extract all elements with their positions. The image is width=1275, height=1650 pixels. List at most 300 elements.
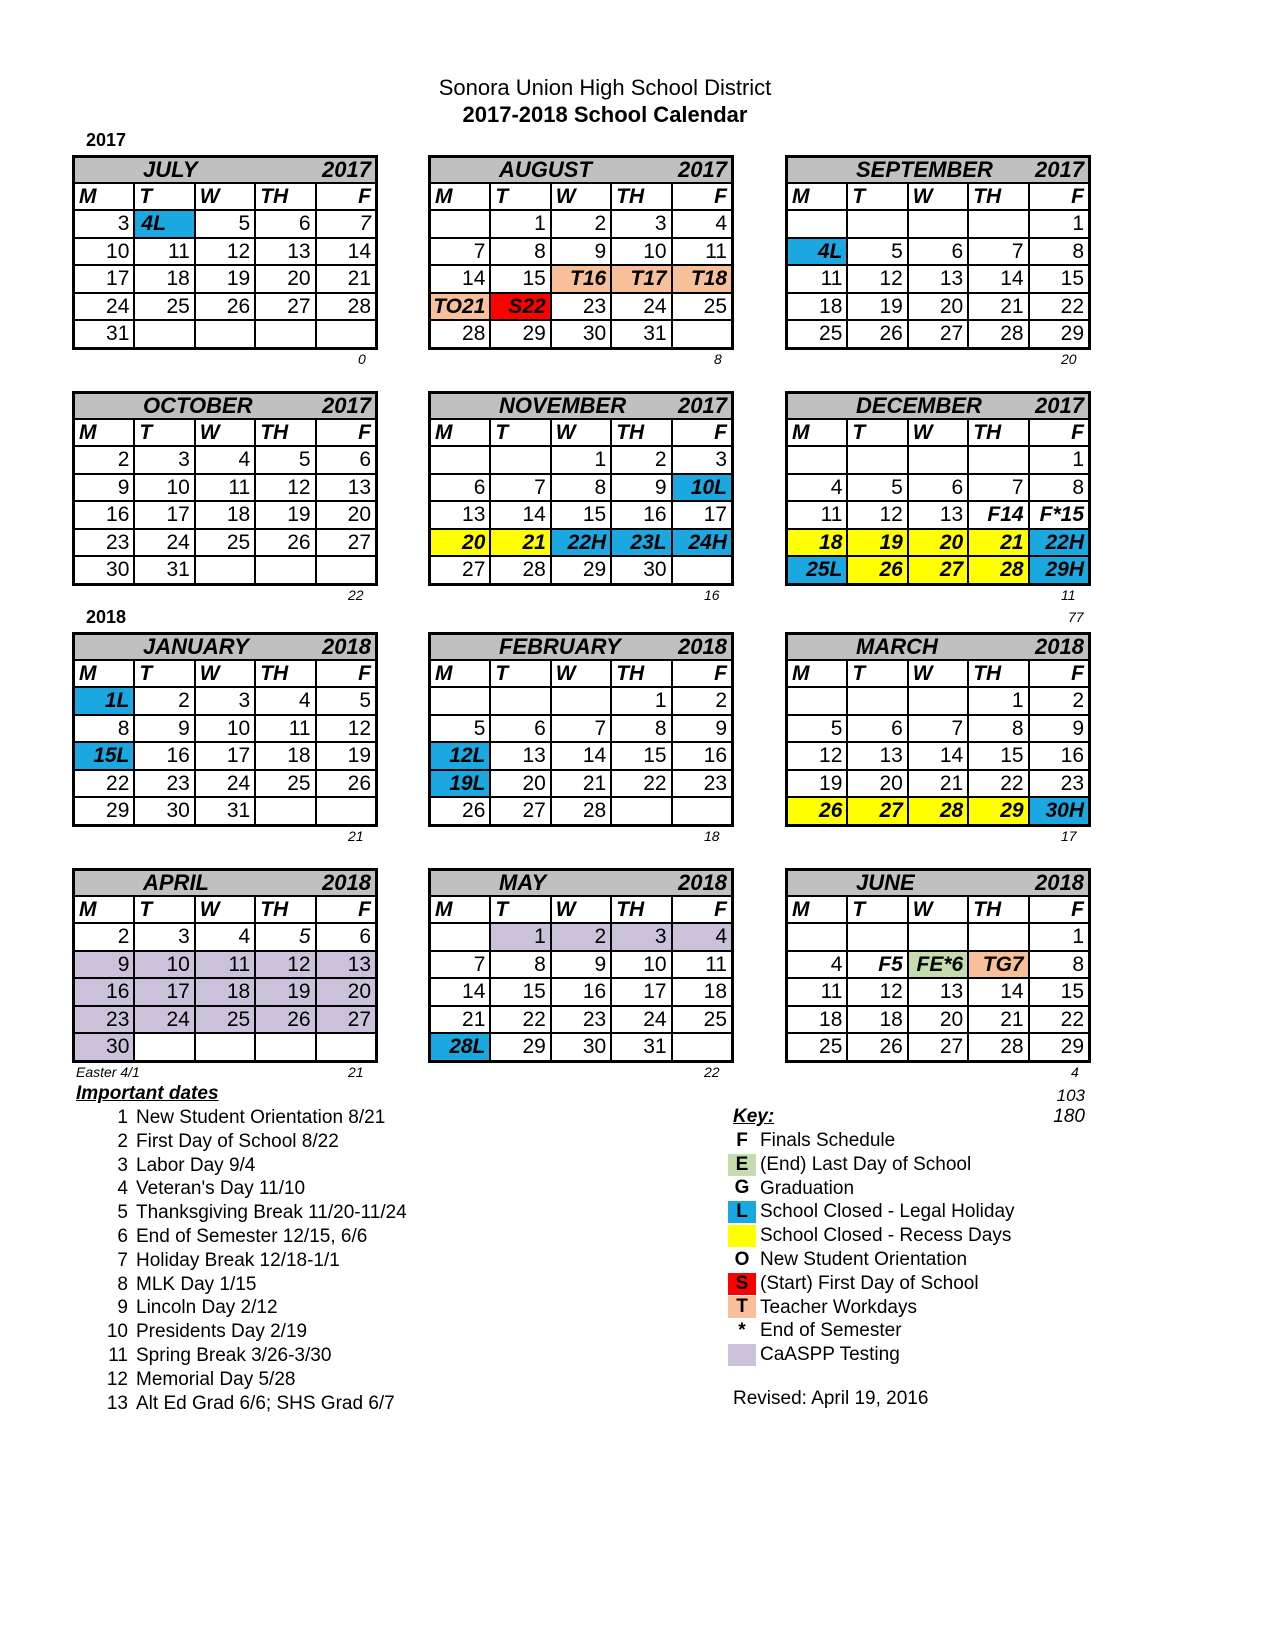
weekday-header: W bbox=[552, 184, 610, 209]
day-cell: 20 bbox=[909, 1007, 967, 1033]
key-swatch: O bbox=[734, 1248, 750, 1270]
weekday-header: M bbox=[75, 661, 133, 686]
day-cell: 25 bbox=[673, 294, 731, 320]
month-days bbox=[431, 184, 731, 347]
day-cell: 31 bbox=[196, 798, 254, 824]
empty-cell bbox=[135, 1034, 193, 1060]
weekday-header: W bbox=[196, 184, 254, 209]
weekday-header: F bbox=[673, 897, 731, 922]
day-cell: 28 bbox=[431, 321, 489, 347]
day-cell: 21 bbox=[909, 771, 967, 797]
month-days bbox=[788, 420, 1088, 583]
day-cell: 13 bbox=[491, 743, 549, 769]
month-year: 2017 bbox=[322, 393, 371, 418]
item-number: 3 bbox=[117, 1154, 128, 1176]
day-cell: 12 bbox=[256, 475, 314, 501]
day-cell: 24 bbox=[135, 530, 193, 556]
empty-cell bbox=[848, 211, 906, 237]
day-cell: 21 bbox=[552, 771, 610, 797]
item-number: 12 bbox=[106, 1368, 128, 1390]
empty-cell bbox=[788, 447, 846, 473]
weekday-header: F bbox=[1030, 661, 1088, 686]
item-number: 1 bbox=[117, 1107, 128, 1128]
empty-cell bbox=[673, 798, 731, 824]
day-cell: 20 bbox=[431, 530, 489, 556]
day-cell: 23 bbox=[552, 294, 610, 320]
weekday-header: F bbox=[317, 897, 375, 922]
day-cell: 2 bbox=[552, 924, 610, 950]
weekday-header: TH bbox=[612, 184, 670, 209]
month-header bbox=[431, 158, 731, 184]
day-cell: 4 bbox=[788, 475, 846, 501]
day-cell: 22 bbox=[491, 1007, 549, 1033]
day-cell: 13 bbox=[909, 502, 967, 528]
day-cell: 15 bbox=[612, 743, 670, 769]
day-cell: TO21 bbox=[431, 294, 489, 320]
important-date-item bbox=[100, 1344, 407, 1368]
empty-cell bbox=[788, 211, 846, 237]
day-cell: 20 bbox=[909, 530, 967, 556]
item-text: First Day of School 8/22 bbox=[136, 1130, 339, 1152]
important-date-item bbox=[100, 1225, 407, 1249]
weekday-header: F bbox=[317, 661, 375, 686]
month-header bbox=[75, 871, 375, 897]
empty-cell bbox=[317, 557, 375, 583]
day-cell: 19L bbox=[431, 771, 489, 797]
day-cell: 4 bbox=[196, 924, 254, 950]
day-cell: 22 bbox=[1030, 1007, 1088, 1033]
day-cell: 5 bbox=[848, 475, 906, 501]
weekday-header: M bbox=[431, 897, 489, 922]
day-cell: 28 bbox=[552, 798, 610, 824]
month-days bbox=[431, 420, 731, 583]
empty-cell bbox=[431, 924, 489, 950]
day-cell: 17 bbox=[196, 743, 254, 769]
day-cell: 8 bbox=[612, 716, 670, 742]
day-cell: 28 bbox=[909, 798, 967, 824]
weekday-header: F bbox=[673, 661, 731, 686]
day-cell: 28 bbox=[969, 321, 1027, 347]
day-cell: 13 bbox=[256, 239, 314, 265]
empty-cell bbox=[491, 447, 549, 473]
day-cell: 15 bbox=[491, 979, 549, 1005]
day-cell: 12L bbox=[431, 743, 489, 769]
day-cell: 17 bbox=[135, 502, 193, 528]
weekday-header: W bbox=[552, 897, 610, 922]
weekday-header: TH bbox=[256, 897, 314, 922]
empty-cell bbox=[256, 798, 314, 824]
day-cell: 28 bbox=[969, 557, 1027, 583]
day-cell: 27 bbox=[909, 557, 967, 583]
key-swatch bbox=[728, 1225, 756, 1247]
day-cell: 6 bbox=[256, 211, 314, 237]
key-swatch: E bbox=[728, 1154, 756, 1176]
weekday-header: M bbox=[788, 897, 846, 922]
day-cell: 20 bbox=[848, 771, 906, 797]
month-january bbox=[72, 632, 378, 827]
month-name: MAY bbox=[499, 870, 547, 895]
day-cell: 3 bbox=[135, 924, 193, 950]
day-cell: 1 bbox=[491, 924, 549, 950]
weekday-header: TH bbox=[969, 897, 1027, 922]
day-cell: 9 bbox=[612, 475, 670, 501]
day-cell: 28L bbox=[431, 1034, 489, 1060]
day-cell: 27 bbox=[317, 1007, 375, 1033]
day-cell: 5 bbox=[196, 211, 254, 237]
item-text: Thanksgiving Break 11/20-11/24 bbox=[136, 1202, 407, 1224]
month-name: DECEMBER bbox=[856, 393, 982, 418]
day-cell: 21 bbox=[969, 1007, 1027, 1033]
day-cell: 15L bbox=[75, 743, 133, 769]
day-cell: 6 bbox=[317, 924, 375, 950]
month-year: 2017 bbox=[322, 157, 371, 182]
day-cell: 14 bbox=[909, 743, 967, 769]
important-date-item bbox=[100, 1296, 407, 1320]
day-cell: 5 bbox=[431, 716, 489, 742]
day-cell: 4 bbox=[196, 447, 254, 473]
weekday-header: T bbox=[135, 661, 193, 686]
revised-date: Revised: April 19, 2016 bbox=[733, 1388, 929, 1409]
day-cell: 15 bbox=[1030, 979, 1088, 1005]
empty-cell bbox=[612, 798, 670, 824]
district-title: Sonora Union High School District bbox=[438, 75, 772, 100]
month-day-count: 22 bbox=[704, 1064, 720, 1080]
empty-cell bbox=[491, 688, 549, 714]
empty-cell bbox=[673, 1034, 731, 1060]
month-day-count: 21 bbox=[348, 1064, 364, 1080]
day-cell: 11 bbox=[135, 239, 193, 265]
month-year: 2017 bbox=[1035, 393, 1084, 418]
day-cell: 30 bbox=[75, 1034, 133, 1060]
month-day-count: 17 bbox=[1061, 828, 1077, 844]
empty-cell bbox=[909, 688, 967, 714]
day-cell: 29 bbox=[491, 321, 549, 347]
important-date-item bbox=[100, 1392, 407, 1416]
month-november bbox=[428, 391, 734, 586]
key-swatch: G bbox=[734, 1177, 750, 1199]
month-year: 2018 bbox=[678, 634, 727, 659]
key-list bbox=[728, 1129, 1015, 1367]
month-name: JANUARY bbox=[143, 634, 249, 659]
month-header bbox=[788, 158, 1088, 184]
day-cell: 26 bbox=[848, 321, 906, 347]
day-cell: 6 bbox=[909, 475, 967, 501]
day-cell: 23 bbox=[1030, 771, 1088, 797]
weekday-header: W bbox=[909, 897, 967, 922]
month-february bbox=[428, 632, 734, 827]
day-cell: 2 bbox=[673, 688, 731, 714]
key-item bbox=[728, 1129, 1015, 1153]
weekday-header: M bbox=[431, 661, 489, 686]
day-cell: 31 bbox=[75, 321, 133, 347]
item-text: Veteran's Day 11/10 bbox=[136, 1178, 306, 1200]
calendar-title: 2017-2018 School Calendar bbox=[462, 102, 748, 127]
day-cell: 27 bbox=[909, 321, 967, 347]
item-number: 9 bbox=[117, 1297, 128, 1319]
weekday-header: W bbox=[909, 661, 967, 686]
day-cell: 30 bbox=[75, 557, 133, 583]
month-header bbox=[75, 394, 375, 420]
item-number: 7 bbox=[117, 1249, 128, 1271]
empty-cell bbox=[256, 321, 314, 347]
day-cell: 16 bbox=[673, 743, 731, 769]
day-cell: 21 bbox=[491, 530, 549, 556]
day-cell: 18 bbox=[788, 294, 846, 320]
day-cell: 11 bbox=[788, 979, 846, 1005]
day-cell: 26 bbox=[196, 294, 254, 320]
item-number: 2 bbox=[117, 1130, 128, 1152]
day-cell: 28 bbox=[491, 557, 549, 583]
day-cell: 10 bbox=[612, 952, 670, 978]
day-cell: 25 bbox=[196, 1007, 254, 1033]
month-days bbox=[431, 661, 731, 824]
weekday-header: M bbox=[788, 420, 846, 445]
day-cell: 6 bbox=[909, 239, 967, 265]
empty-cell bbox=[673, 321, 731, 347]
key-label: New Student Orientation bbox=[760, 1248, 968, 1270]
day-cell: 20 bbox=[317, 502, 375, 528]
month-name: APRIL bbox=[143, 870, 209, 895]
day-cell: F5 bbox=[848, 952, 906, 978]
day-cell: 26 bbox=[788, 798, 846, 824]
day-cell: 18 bbox=[848, 1007, 906, 1033]
day-cell: 17 bbox=[612, 979, 670, 1005]
item-text: Labor Day 9/4 bbox=[136, 1154, 256, 1176]
item-number: 4 bbox=[117, 1178, 128, 1200]
month-year: 2018 bbox=[1035, 870, 1084, 895]
day-cell: 4 bbox=[256, 688, 314, 714]
empty-cell bbox=[969, 447, 1027, 473]
empty-cell bbox=[256, 557, 314, 583]
empty-cell bbox=[431, 688, 489, 714]
day-cell: 18 bbox=[135, 266, 193, 292]
day-cell: 9 bbox=[552, 952, 610, 978]
day-cell: 29 bbox=[75, 798, 133, 824]
weekday-header: M bbox=[75, 420, 133, 445]
month-name: NOVEMBER bbox=[499, 393, 627, 418]
empty-cell bbox=[848, 447, 906, 473]
important-date-item bbox=[100, 1177, 407, 1201]
month-days bbox=[788, 661, 1088, 824]
weekday-header: TH bbox=[612, 897, 670, 922]
day-cell: 8 bbox=[75, 716, 133, 742]
weekday-header: F bbox=[673, 420, 731, 445]
day-cell: 14 bbox=[317, 239, 375, 265]
key-label: CaASPP Testing bbox=[760, 1344, 900, 1366]
month-name: FEBRUARY bbox=[499, 634, 621, 659]
day-cell: 2 bbox=[1030, 688, 1088, 714]
weekday-header: F bbox=[317, 184, 375, 209]
semester1-total: 77 bbox=[1068, 609, 1084, 625]
day-cell: 24 bbox=[196, 771, 254, 797]
day-cell: 7 bbox=[431, 239, 489, 265]
month-year: 2017 bbox=[678, 157, 727, 182]
day-cell: 12 bbox=[196, 239, 254, 265]
day-cell: 1 bbox=[969, 688, 1027, 714]
day-cell: 22 bbox=[612, 771, 670, 797]
day-cell: 30 bbox=[552, 321, 610, 347]
weekday-header: TH bbox=[612, 661, 670, 686]
key-label: Graduation bbox=[760, 1177, 855, 1199]
day-cell: 20 bbox=[317, 979, 375, 1005]
year-total: 180 bbox=[1053, 1106, 1085, 1127]
day-cell: 3 bbox=[75, 211, 133, 237]
empty-cell bbox=[969, 211, 1027, 237]
day-cell: 10 bbox=[135, 952, 193, 978]
day-cell: 29H bbox=[1030, 557, 1088, 583]
day-cell: 8 bbox=[969, 716, 1027, 742]
weekday-header: M bbox=[75, 897, 133, 922]
weekday-header: F bbox=[673, 184, 731, 209]
empty-cell bbox=[196, 1034, 254, 1060]
month-name: SEPTEMBER bbox=[856, 157, 993, 182]
day-cell: 26 bbox=[848, 1034, 906, 1060]
day-cell: 11 bbox=[196, 952, 254, 978]
day-cell: 5 bbox=[848, 239, 906, 265]
day-cell: 25 bbox=[788, 321, 846, 347]
day-cell: 29 bbox=[1030, 321, 1088, 347]
key-swatch: T bbox=[728, 1296, 756, 1318]
day-cell: 26 bbox=[431, 798, 489, 824]
day-cell: 18 bbox=[256, 743, 314, 769]
day-cell: 21 bbox=[431, 1007, 489, 1033]
day-cell: 31 bbox=[612, 1034, 670, 1060]
day-cell: 11 bbox=[256, 716, 314, 742]
item-number: 11 bbox=[108, 1344, 128, 1366]
weekday-header: F bbox=[317, 420, 375, 445]
weekday-header: W bbox=[909, 420, 967, 445]
day-cell: 2 bbox=[612, 447, 670, 473]
day-cell: 15 bbox=[552, 502, 610, 528]
day-cell: 27 bbox=[909, 1034, 967, 1060]
day-cell: 11 bbox=[673, 239, 731, 265]
day-cell: 23L bbox=[612, 530, 670, 556]
day-cell: 19 bbox=[256, 502, 314, 528]
day-cell: 6 bbox=[491, 716, 549, 742]
month-september bbox=[785, 155, 1091, 350]
weekday-header: W bbox=[909, 184, 967, 209]
day-cell: 30 bbox=[612, 557, 670, 583]
key-label: School Closed - Legal Holiday bbox=[760, 1201, 1015, 1223]
day-cell: 16 bbox=[135, 743, 193, 769]
weekday-header: TH bbox=[969, 420, 1027, 445]
month-day-count: 0 bbox=[358, 351, 366, 367]
key-title: Key: bbox=[733, 1106, 775, 1127]
month-days bbox=[75, 661, 375, 824]
month-note: Easter 4/1 bbox=[76, 1064, 140, 1080]
day-cell: 5 bbox=[256, 447, 314, 473]
key-item bbox=[728, 1200, 1015, 1224]
item-number: 6 bbox=[117, 1225, 128, 1247]
weekday-header: M bbox=[431, 420, 489, 445]
day-cell: 17 bbox=[135, 979, 193, 1005]
semester2-total: 103 bbox=[1056, 1086, 1085, 1105]
month-march bbox=[785, 632, 1091, 827]
day-cell: FE*6 bbox=[909, 952, 967, 978]
day-cell: 24 bbox=[75, 294, 133, 320]
day-cell: 16 bbox=[1030, 743, 1088, 769]
weekday-header: M bbox=[75, 184, 133, 209]
day-cell: 3 bbox=[612, 211, 670, 237]
day-cell: 28 bbox=[317, 294, 375, 320]
day-cell: 18 bbox=[788, 530, 846, 556]
day-cell: 21 bbox=[969, 294, 1027, 320]
day-cell: 8 bbox=[1030, 952, 1088, 978]
day-cell: 18 bbox=[673, 979, 731, 1005]
day-cell: 15 bbox=[491, 266, 549, 292]
day-cell: 14 bbox=[431, 979, 489, 1005]
day-cell: 31 bbox=[612, 321, 670, 347]
key-label: School Closed - Recess Days bbox=[760, 1225, 1012, 1247]
key-label: (End) Last Day of School bbox=[760, 1153, 972, 1175]
day-cell: T18 bbox=[673, 266, 731, 292]
weekday-header: T bbox=[135, 897, 193, 922]
day-cell: 12 bbox=[848, 979, 906, 1005]
empty-cell bbox=[256, 1034, 314, 1060]
item-text: Holiday Break 12/18-1/1 bbox=[136, 1249, 340, 1271]
weekday-header: T bbox=[491, 184, 549, 209]
day-cell: 26 bbox=[317, 771, 375, 797]
month-day-count: 18 bbox=[704, 828, 720, 844]
weekday-header: TH bbox=[612, 420, 670, 445]
day-cell: 2 bbox=[75, 924, 133, 950]
key-item bbox=[728, 1177, 1015, 1201]
month-year: 2018 bbox=[322, 870, 371, 895]
weekday-header: T bbox=[848, 661, 906, 686]
day-cell: 22H bbox=[1030, 530, 1088, 556]
day-cell: 19 bbox=[317, 743, 375, 769]
day-cell: 14 bbox=[969, 979, 1027, 1005]
day-cell: 13 bbox=[848, 743, 906, 769]
day-cell: 16 bbox=[552, 979, 610, 1005]
empty-cell bbox=[317, 321, 375, 347]
important-date-item bbox=[100, 1320, 407, 1344]
day-cell: 10L bbox=[673, 475, 731, 501]
important-date-item bbox=[100, 1368, 407, 1392]
day-cell: 25 bbox=[196, 530, 254, 556]
day-cell: 8 bbox=[1030, 239, 1088, 265]
month-header bbox=[788, 394, 1088, 420]
day-cell: T16 bbox=[552, 266, 610, 292]
day-cell: 1 bbox=[1030, 924, 1088, 950]
day-cell: 13 bbox=[909, 266, 967, 292]
key-item bbox=[728, 1343, 1015, 1367]
month-name: MARCH bbox=[856, 634, 938, 659]
key-item bbox=[728, 1296, 1015, 1320]
month-name: JUNE bbox=[856, 870, 915, 895]
day-cell: 15 bbox=[969, 743, 1027, 769]
day-cell: 4L bbox=[788, 239, 846, 265]
weekday-header: F bbox=[1030, 420, 1088, 445]
month-name: AUGUST bbox=[499, 157, 592, 182]
empty-cell bbox=[909, 211, 967, 237]
day-cell: 13 bbox=[909, 979, 967, 1005]
weekday-header: M bbox=[788, 184, 846, 209]
day-cell: 20 bbox=[909, 294, 967, 320]
day-cell: 11 bbox=[788, 266, 846, 292]
month-june bbox=[785, 868, 1091, 1063]
day-cell: 23 bbox=[135, 771, 193, 797]
year-label-2018: 2018 bbox=[86, 607, 127, 627]
weekday-header: T bbox=[848, 184, 906, 209]
weekday-header: W bbox=[552, 661, 610, 686]
day-cell: 8 bbox=[1030, 475, 1088, 501]
empty-cell bbox=[196, 321, 254, 347]
month-day-count: 4 bbox=[1071, 1064, 1079, 1080]
day-cell: F*15 bbox=[1030, 502, 1088, 528]
month-day-count: 11 bbox=[1061, 587, 1076, 603]
key-swatch: L bbox=[728, 1201, 756, 1223]
